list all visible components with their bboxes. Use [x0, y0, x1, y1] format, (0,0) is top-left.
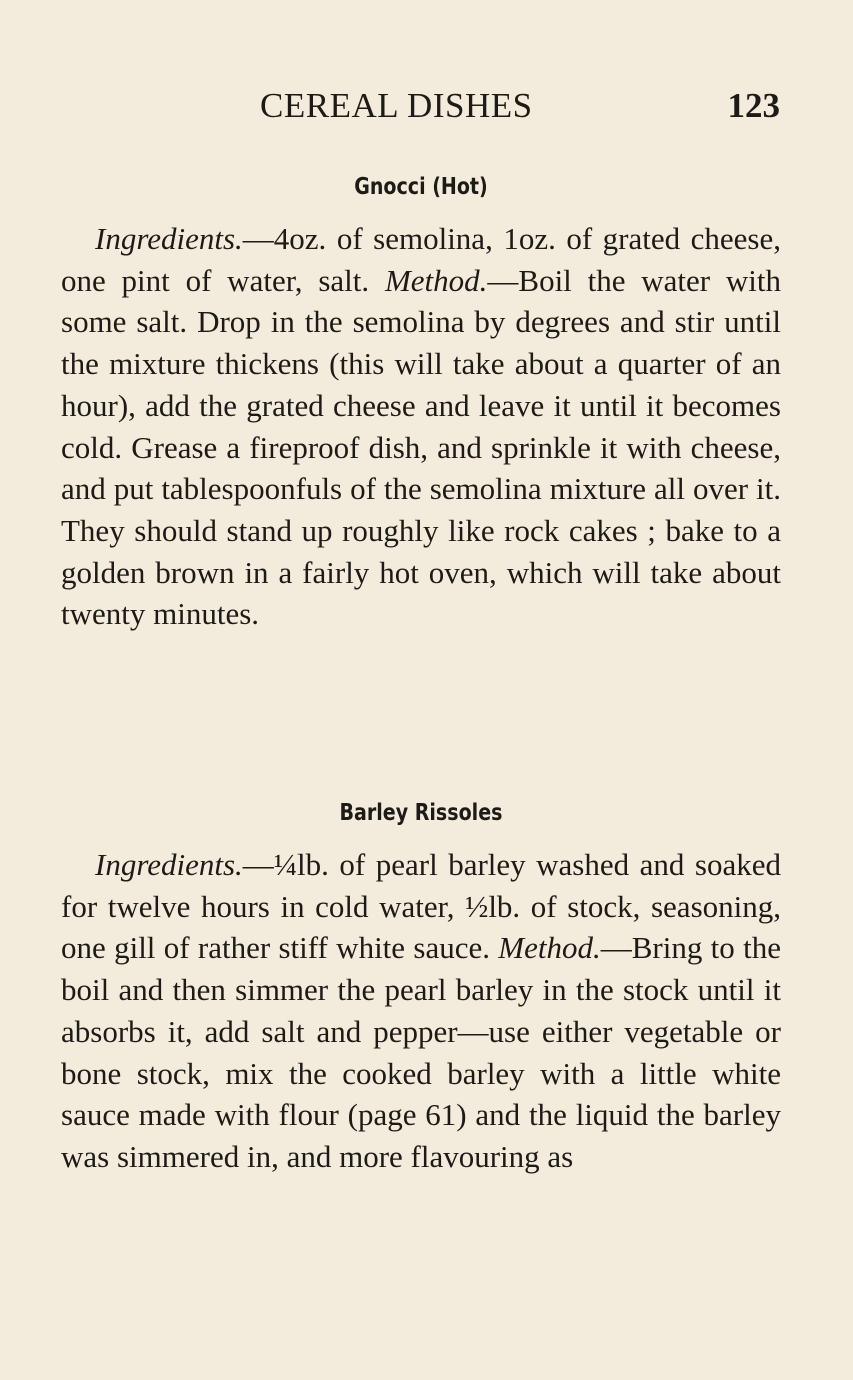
method-text: —Bring to the boil and then simmer the pearl barley in the stock until it absorbs it, add salt and pepper—use either vegetable or bone stock, mix the cooked barley with a little white sauce made with flour (page 61) and the liquid the barley was simmered in, and more flavouring as: [61, 930, 781, 1174]
running-head: [60, 86, 780, 132]
recipe-body: [61, 218, 781, 635]
recipe-body: [61, 844, 781, 1178]
method-label: Method.: [384, 262, 488, 298]
ingredients-label: Ingredients.: [95, 847, 243, 882]
ingredients-label: Ingredients.: [95, 221, 243, 256]
page-number: 123: [727, 86, 780, 125]
chapter-title: CEREAL DISHES: [260, 86, 533, 125]
method-text: —Boil the water with some salt. Drop in the semolina by degrees and stir until the mixture thickens (this will take about a quarter of an hour), add the grated cheese and leave it until it becomes cold. Grease a fireproof dish, and sprinkle it with cheese, and put tablespoonfuls of the semolina mixture all over it. They should stand up roughly like rock cakes ; bake to a golden brown in a fairly hot oven, which will take about twenty minutes.: [61, 262, 781, 632]
recipe-title: Gnocci (Hot): [354, 174, 488, 200]
recipe-gnocci: [61, 174, 781, 635]
ingredients-text: —¼lb. of pearl barley washed and soaked for twelve hours in cold water, ½lb. of stock, seasoning, one gill of rather stiff white sauce.: [61, 847, 781, 966]
recipe-title: Barley Rissoles: [339, 800, 503, 826]
method-label: Method.: [498, 930, 601, 966]
recipe-barley-rissoles: [61, 800, 781, 1178]
ingredients-text: —4oz. of semolina, 1oz. of grated cheese, one pint of water, salt.: [61, 221, 781, 298]
